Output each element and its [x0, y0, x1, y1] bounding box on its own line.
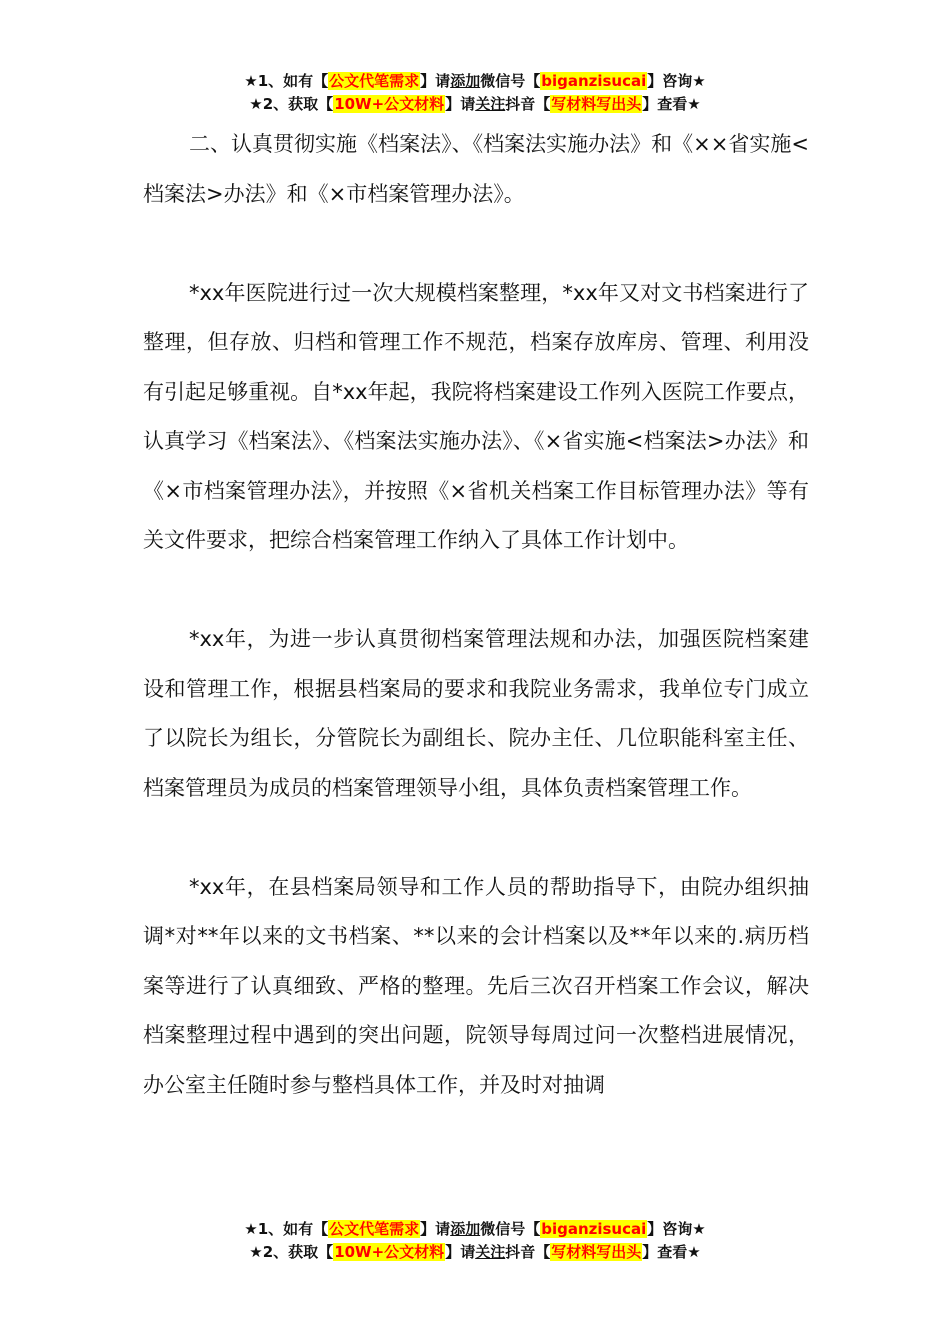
banner-text: 】查看★: [642, 95, 701, 113]
banner-text: 抖音【: [505, 1243, 551, 1261]
banner-text: 】咨询★: [647, 72, 706, 90]
highlight-douyin-account: 写材料写出头: [551, 1243, 642, 1261]
banner-line-2: [0, 93, 950, 116]
body-paragraph: *xx年，在县档案局领导和工作人员的帮助指导下，由院办组织抽调*对**年以来的文书档案、**以来的会计档案以及**年以来的.病历档案等进行了认真细致、严格的整理。先后三次召开档案工作会议，解决档案整理过程中遇到的突出问题，院领导每周过问一次整档进展情况，办公室主任随时参与整档具体工作，并及时对抽调: [143, 874, 809, 1097]
banner-text: 】请: [445, 1243, 476, 1261]
banner-text: ★1、如有【: [244, 1220, 329, 1238]
banner-text: 抖音【: [505, 95, 551, 113]
banner-text: 】查看★: [642, 1243, 701, 1261]
highlight-ghostwriting: 公文代笔需求: [329, 72, 420, 90]
banner-text: ★2、获取【: [249, 1243, 334, 1261]
banner-text: ★1、如有【: [244, 72, 329, 90]
document-body: [143, 120, 809, 1110]
highlight-wechat-id: biganzisucai: [541, 72, 647, 90]
banner-text: 】请: [445, 95, 476, 113]
underlined-text: 添加: [450, 72, 481, 90]
underlined-text: 关注: [475, 1243, 506, 1261]
highlight-materials: 10W+公文材料: [334, 95, 445, 113]
underlined-text: 关注: [475, 95, 506, 113]
section-heading-paragraph: 二、认真贯彻实施《档案法》、《档案法实施办法》和《××省实施<档案法>办法》和《×市档案管理办法》。: [143, 132, 809, 206]
banner-text: 】咨询★: [647, 1220, 706, 1238]
banner-text: 】请: [420, 1220, 451, 1238]
footer-banner: [0, 1218, 950, 1264]
highlight-douyin-account: 写材料写出头: [551, 95, 642, 113]
body-paragraph: *xx年医院进行过一次大规模档案整理，*xx年又对文书档案进行了整理，但存放、归档和管理工作不规范，档案存放库房、管理、利用没有引起足够重视。自*xx年起，我院将档案建设工作列入医院工作要点，认真学习《档案法》、《档案法实施办法》、《×省实施<档案法>办法》和《×市档案管理办法》，并按照《×省机关档案工作目标管理办法》等有关文件要求，把综合档案管理工作纳入了具体工作计划中。: [143, 280, 809, 552]
body-paragraph: *xx年，为进一步认真贯彻档案管理法规和办法，加强医院档案建设和管理工作，根据县档案局的要求和我院业务需求，我单位专门成立了以院长为组长，分管院长为副组长、院办主任、几位职能科室主任、档案管理员为成员的档案管理领导小组，具体负责档案管理工作。: [143, 627, 809, 800]
banner-text: 微信号【: [480, 1220, 541, 1238]
underlined-text: 添加: [450, 1220, 481, 1238]
banner-line-1: [0, 1218, 950, 1241]
banner-text: 】请: [420, 72, 451, 90]
header-banner: [0, 70, 950, 116]
banner-line-1: [0, 70, 950, 93]
banner-text: ★2、获取【: [249, 95, 334, 113]
banner-text: 微信号【: [480, 72, 541, 90]
banner-line-2: [0, 1241, 950, 1264]
highlight-wechat-id: biganzisucai: [541, 1220, 647, 1238]
highlight-ghostwriting: 公文代笔需求: [329, 1220, 420, 1238]
highlight-materials: 10W+公文材料: [334, 1243, 445, 1261]
